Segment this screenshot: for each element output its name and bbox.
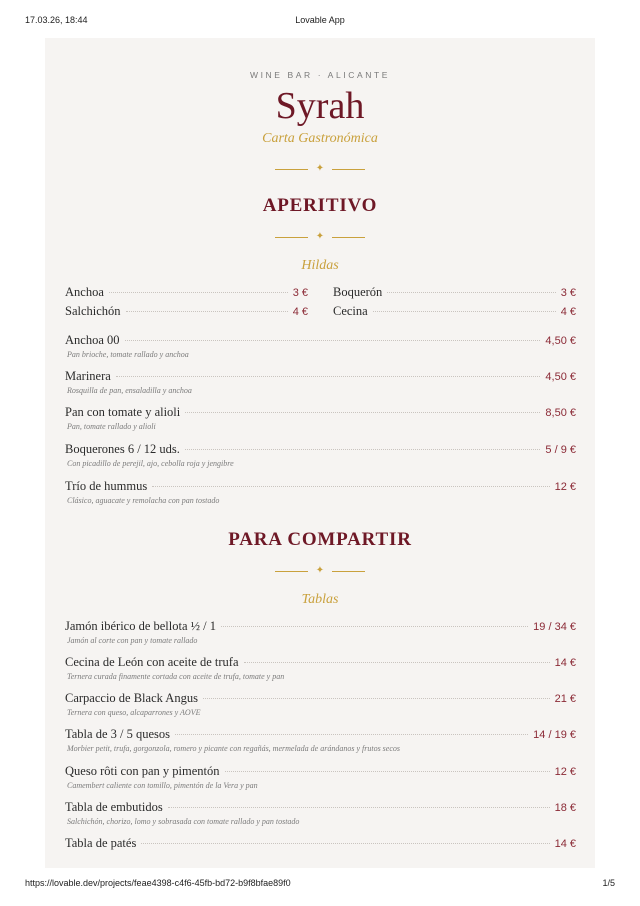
item-description: Morbier petit, trufa, gorgonzola, romero y picante con regañás, mermelada de arándanos y frutos secos [67,744,401,753]
item-name: Anchoa [65,285,104,299]
menu-item [65,691,576,706]
menu-item [65,655,576,670]
item-price: 8,50 € [545,407,576,419]
item-price: 21 € [554,693,576,705]
menu-item [65,479,576,494]
item-name: Cecina de León con aceite de trufa [65,655,239,669]
item-name: Jamón ibérico de bellota ½ / 1 [65,619,217,633]
item-price: 4 € [292,306,308,318]
menu-item-hilda [65,285,308,300]
menu-item [65,764,576,779]
section-title-compartir: PARA COMPARTIR [228,529,412,550]
item-name: Salchichón [65,304,121,318]
menu-item [65,442,576,457]
item-price: 12 € [554,766,576,778]
item-name: Carpaccio de Black Angus [65,691,198,705]
item-price: 12 € [554,481,576,493]
menu-page [45,38,595,868]
print-datetime: 17.03.26, 18:44 [25,15,88,25]
print-header [25,15,615,29]
item-price: 18 € [554,802,576,814]
brand-tagline: Carta Gastronómica [262,131,378,146]
item-name: Tabla de patés [65,836,137,850]
section-title-aperitivo: APERITIVO [262,195,378,216]
menu-item [65,405,576,420]
item-description: Camembert caliente con tomillo, pimentón de la Vera y pan [67,781,258,790]
print-page-number: 1/5 [602,878,615,888]
print-url: https://lovable.dev/projects/feae4398-c4f6-45fb-bd72-b9f8bfae89f0 [25,878,291,888]
menu-item [65,369,576,384]
brand-name: Syrah [275,85,365,127]
star-icon: ✦ [315,231,325,242]
item-description: Pan brioche, tomate rallado y anchoa [67,350,189,359]
menu-item-hilda [333,285,576,300]
ornament-divider [45,231,595,243]
menu-item [65,800,576,815]
item-price: 14 € [554,657,576,669]
item-name: Marinera [65,369,111,383]
item-name: Trío de hummus [65,479,148,493]
menu-item [65,333,576,348]
ornament-divider [45,565,595,577]
item-name: Tabla de embutidos [65,800,163,814]
menu-item [65,727,576,742]
item-price: 4,50 € [545,335,576,347]
item-name: Boquerones 6 / 12 uds. [65,442,180,456]
item-name: Boquerón [333,285,383,299]
item-name: Cecina [333,304,368,318]
item-description: Clásico, aguacate y remolacha con pan tostado [67,496,220,505]
item-description: Pan, tomate rallado y alioli [67,422,156,431]
item-description: Salchichón, chorizo, lomo y sobrasada con tomate rallado y pan tostado [67,817,300,826]
print-footer [25,878,615,892]
subsection-title-hildas: Hildas [301,258,339,273]
item-description: Ternera curada finamente cortada con aceite de trufa, tomate y pan [67,672,285,681]
item-name: Queso rôti con pan y pimentón [65,764,220,778]
item-name: Tabla de 3 / 5 quesos [65,727,171,741]
item-description: Rosquilla de pan, ensaladilla y anchoa [67,386,192,395]
menu-item [65,619,576,634]
ornament-divider [45,163,595,175]
item-price: 3 € [560,287,576,299]
item-price: 4,50 € [545,371,576,383]
print-page-title: Lovable App [295,15,345,25]
item-description: Con picadillo de perejil, ajo, cebolla roja y jengibre [67,459,234,468]
item-price: 14 € [554,838,576,850]
item-price: 14 / 19 € [533,729,576,741]
subsection-title-tablas: Tablas [301,592,339,607]
star-icon: ✦ [315,565,325,576]
brand-subtitle: WINE BAR · ALICANTE [249,70,391,80]
menu-item [65,836,576,851]
star-icon: ✦ [315,163,325,174]
item-price: 5 / 9 € [545,444,576,456]
item-description: Jamón al corte con pan y tomate rallado [67,636,198,645]
item-name: Pan con tomate y alioli [65,405,181,419]
item-price: 19 / 34 € [533,621,576,633]
item-price: 4 € [560,306,576,318]
menu-item-hilda [65,304,308,319]
item-description: Ternera con queso, alcaparrones y AOVE [67,708,201,717]
menu-item-hilda [333,304,576,319]
item-price: 3 € [292,287,308,299]
item-name: Anchoa 00 [65,333,120,347]
